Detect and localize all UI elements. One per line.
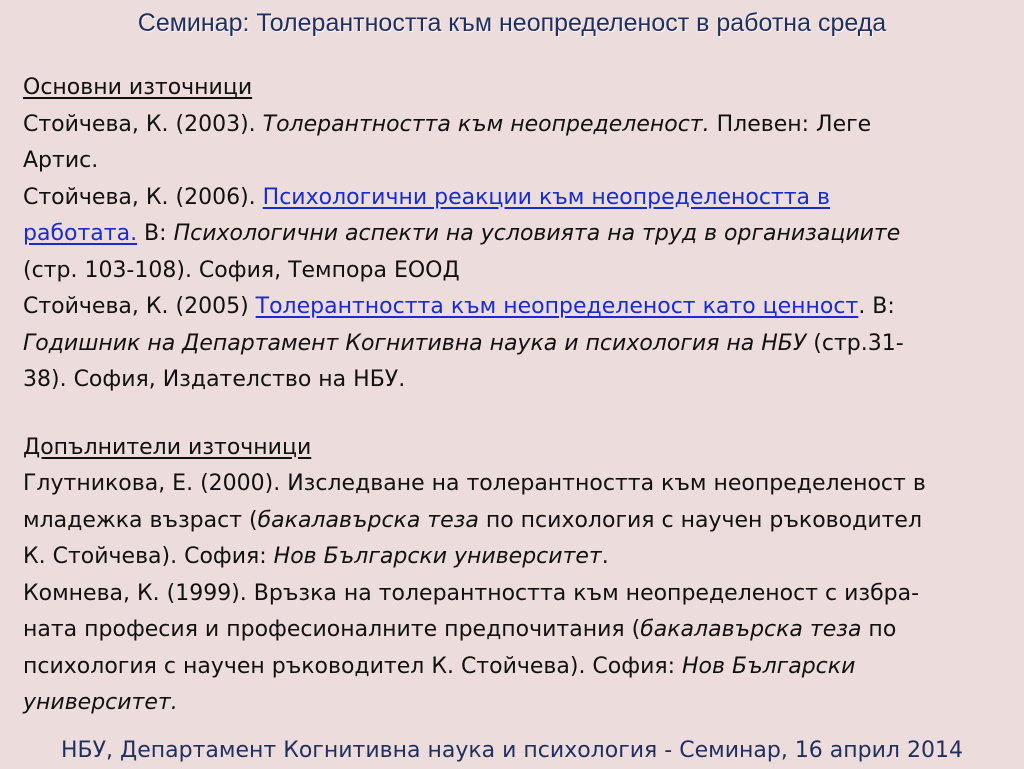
additional-sources-heading: Допълнители източници [23, 434, 312, 460]
reference-text: В: [137, 221, 174, 246]
reference-entry [23, 576, 1013, 722]
reference-title-italic: Толерантността към неопределеност. [262, 111, 710, 137]
reference-text: младежка възраст ( [23, 507, 258, 533]
reference-title-italic: Психологични аспекти на условията на труд в организациите [173, 221, 901, 246]
reference-title-italic: университет. [23, 690, 178, 715]
slide-footer: НБУ, Департамент Когнитивна наука и психология - Семинар, 16 април 2014 [61, 738, 963, 763]
reference-text: К. Стойчева). София: [23, 544, 274, 569]
section-spacer [23, 399, 1013, 430]
reference-entry [23, 180, 1013, 290]
reference-text: . В: [858, 294, 895, 319]
main-sources-heading: Основни източници [23, 75, 253, 100]
reference-entry [23, 289, 1013, 399]
reference-title-italic: Нов Български [682, 653, 856, 679]
reference-link[interactable]: Толерантността към неопределеност като ценност [255, 294, 859, 319]
reference-entry [23, 466, 1013, 576]
reference-text: Стойчева, К. (2003). [23, 111, 263, 137]
reference-title-italic: бакалавърска теза [640, 617, 862, 642]
reference-entry [23, 107, 1013, 180]
reference-title-italic: Нов Български университет [273, 544, 602, 569]
reference-title-italic: Годишник на Департамент Когнитивна наука и психология на НБУ [23, 330, 807, 356]
reference-text: Артис. [23, 148, 99, 173]
reference-text: Глутникова, Е. (2000). Изследване на толерантността към неопределеност в [23, 471, 926, 496]
reference-link[interactable]: работата. [23, 221, 138, 246]
reference-text: . [601, 544, 609, 569]
reference-text: Плевен: Леге [709, 111, 872, 137]
reference-text: (стр. 103-108). София, Темпора ЕООД [23, 257, 460, 283]
reference-link[interactable]: Психологични реакции към неопределеността в [262, 184, 830, 210]
reference-text: 38). София, Издателство на НБУ. [23, 367, 406, 392]
reference-text: ната професия и професионалните предпочитания ( [23, 617, 641, 642]
reference-text: Стойчева, К. (2005) [23, 294, 256, 319]
slide-title: Семинар: Толерантността към неопределеност в работна среда [137, 9, 887, 37]
reference-text: Стойчева, К. (2006). [23, 184, 263, 210]
reference-text: Комнева, К. (1999). Връзка на толерантността към неопределеност с избра- [23, 580, 920, 606]
reference-title-italic: бакалавърска теза [257, 507, 479, 533]
reference-text: по психология с научен ръководител [478, 507, 923, 533]
reference-text: по [861, 617, 897, 642]
reference-text: психология с научен ръководител К. Стойчева). София: [23, 653, 683, 679]
reference-text: (стр.31- [806, 330, 904, 356]
references-content [23, 70, 1013, 722]
